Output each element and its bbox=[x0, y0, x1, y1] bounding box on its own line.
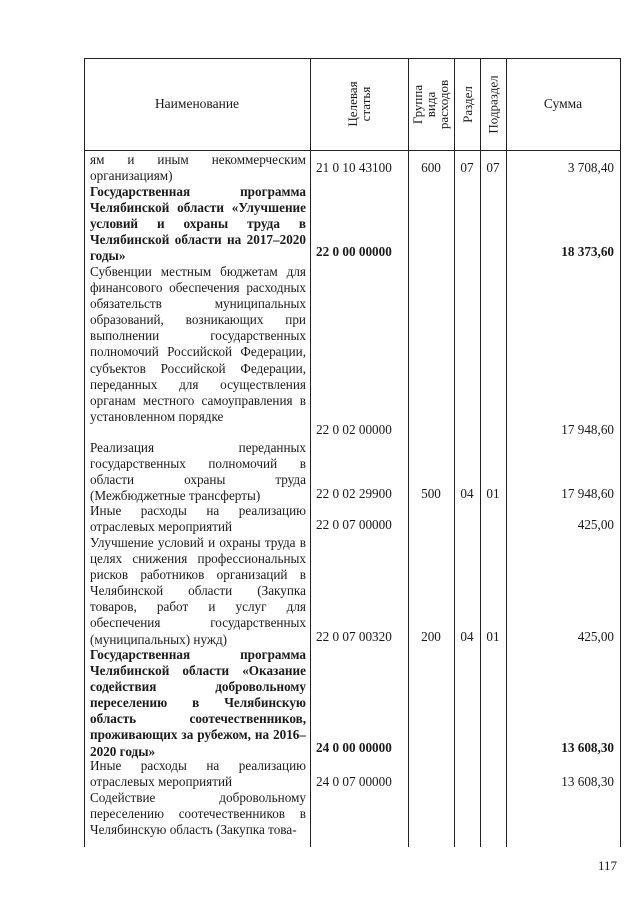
row-sum: 425,00 bbox=[577, 517, 614, 532]
column-divider bbox=[454, 58, 455, 847]
header-sum: Сумма bbox=[543, 96, 583, 111]
row-code: 22 0 07 00000 bbox=[316, 517, 392, 532]
row-name: Иные расходы на реализацию отраслевых мероприятий bbox=[90, 503, 306, 535]
row-code: 22 0 02 00000 bbox=[316, 422, 392, 437]
row-group: 500 bbox=[421, 486, 441, 501]
row-sum: 17 948,60 bbox=[561, 422, 614, 437]
header-subsection: Подраздел bbox=[485, 74, 501, 134]
row-code: 21 0 10 43100 bbox=[316, 160, 392, 175]
row-subsection: 07 bbox=[486, 160, 500, 175]
column-divider bbox=[408, 58, 409, 847]
row-section: 04 bbox=[460, 629, 474, 644]
header-group: Группа вида расходов bbox=[410, 79, 452, 129]
row-subsection: 01 bbox=[486, 486, 500, 501]
row-name: Иные расходы на реализацию отраслевых мероприятий bbox=[90, 758, 306, 790]
row-section: 07 bbox=[460, 160, 474, 175]
row-name: ям и иным некоммерческим организациям) bbox=[90, 152, 306, 184]
row-code: 22 0 07 00320 bbox=[316, 629, 392, 644]
row-group: 600 bbox=[421, 160, 441, 175]
row-code: 24 0 07 00000 bbox=[316, 774, 392, 789]
row-section: 04 bbox=[460, 486, 474, 501]
row-code: 24 0 00 00000 bbox=[316, 740, 392, 755]
budget-table bbox=[84, 58, 620, 847]
row-code: 22 0 00 00000 bbox=[316, 244, 392, 259]
row-group: 200 bbox=[421, 629, 441, 644]
row-sum: 3 708,40 bbox=[567, 160, 614, 175]
row-name: Реализация переданных государственных полномочий в области охраны труда (Межбюджетные трансферты) bbox=[90, 440, 306, 504]
row-sum: 13 608,30 bbox=[561, 740, 614, 755]
row-sum: 13 608,30 bbox=[561, 774, 614, 789]
row-sum: 425,00 bbox=[577, 629, 614, 644]
column-divider bbox=[480, 58, 481, 847]
column-divider bbox=[506, 58, 507, 847]
row-name: Улучшение условий и охраны труда в целях снижения профессиональных рисков работников организаций в Челябинской области (Закупка товаров, работ и услуг для обеспечения государственных (муниципальных) нужд) bbox=[90, 535, 306, 647]
header-section: Раздел bbox=[459, 85, 475, 123]
header-target: Целевая статья bbox=[345, 81, 373, 127]
row-name: Содействие добровольному переселению соотечественников в Челябинскую область (Закупка това- bbox=[90, 790, 306, 838]
row-name: Государственная программа Челябинской области «Улучшение условий и охраны труда в Челябинской области на 2017–2020 годы» bbox=[90, 184, 306, 264]
row-sum: 18 373,60 bbox=[561, 244, 614, 259]
row-subsection: 01 bbox=[486, 629, 500, 644]
header-bottom-line bbox=[84, 150, 620, 151]
table-border-left bbox=[84, 58, 85, 847]
page-number: 117 bbox=[598, 858, 618, 873]
header-name: Наименование bbox=[154, 96, 240, 111]
table-border-right bbox=[620, 58, 621, 847]
row-name: Государственная программа Челябинской области «Оказание содействия добровольному переселению в Челябинскую область соотечественников, проживающих за рубежом, на 2016–2020 годы» bbox=[90, 647, 306, 759]
column-divider bbox=[310, 58, 311, 847]
row-code: 22 0 02 29900 bbox=[316, 486, 392, 501]
row-name: Субвенции местным бюджетам для финансового обеспечения расходных обязательств муниципальных образований, возникающих при выполнении государственных полномочий Российской Федерации, субъектов Российской Федерации, переданных для осуществления органам местного самоуправления в установленном порядке bbox=[90, 264, 306, 424]
row-sum: 17 948,60 bbox=[561, 486, 614, 501]
